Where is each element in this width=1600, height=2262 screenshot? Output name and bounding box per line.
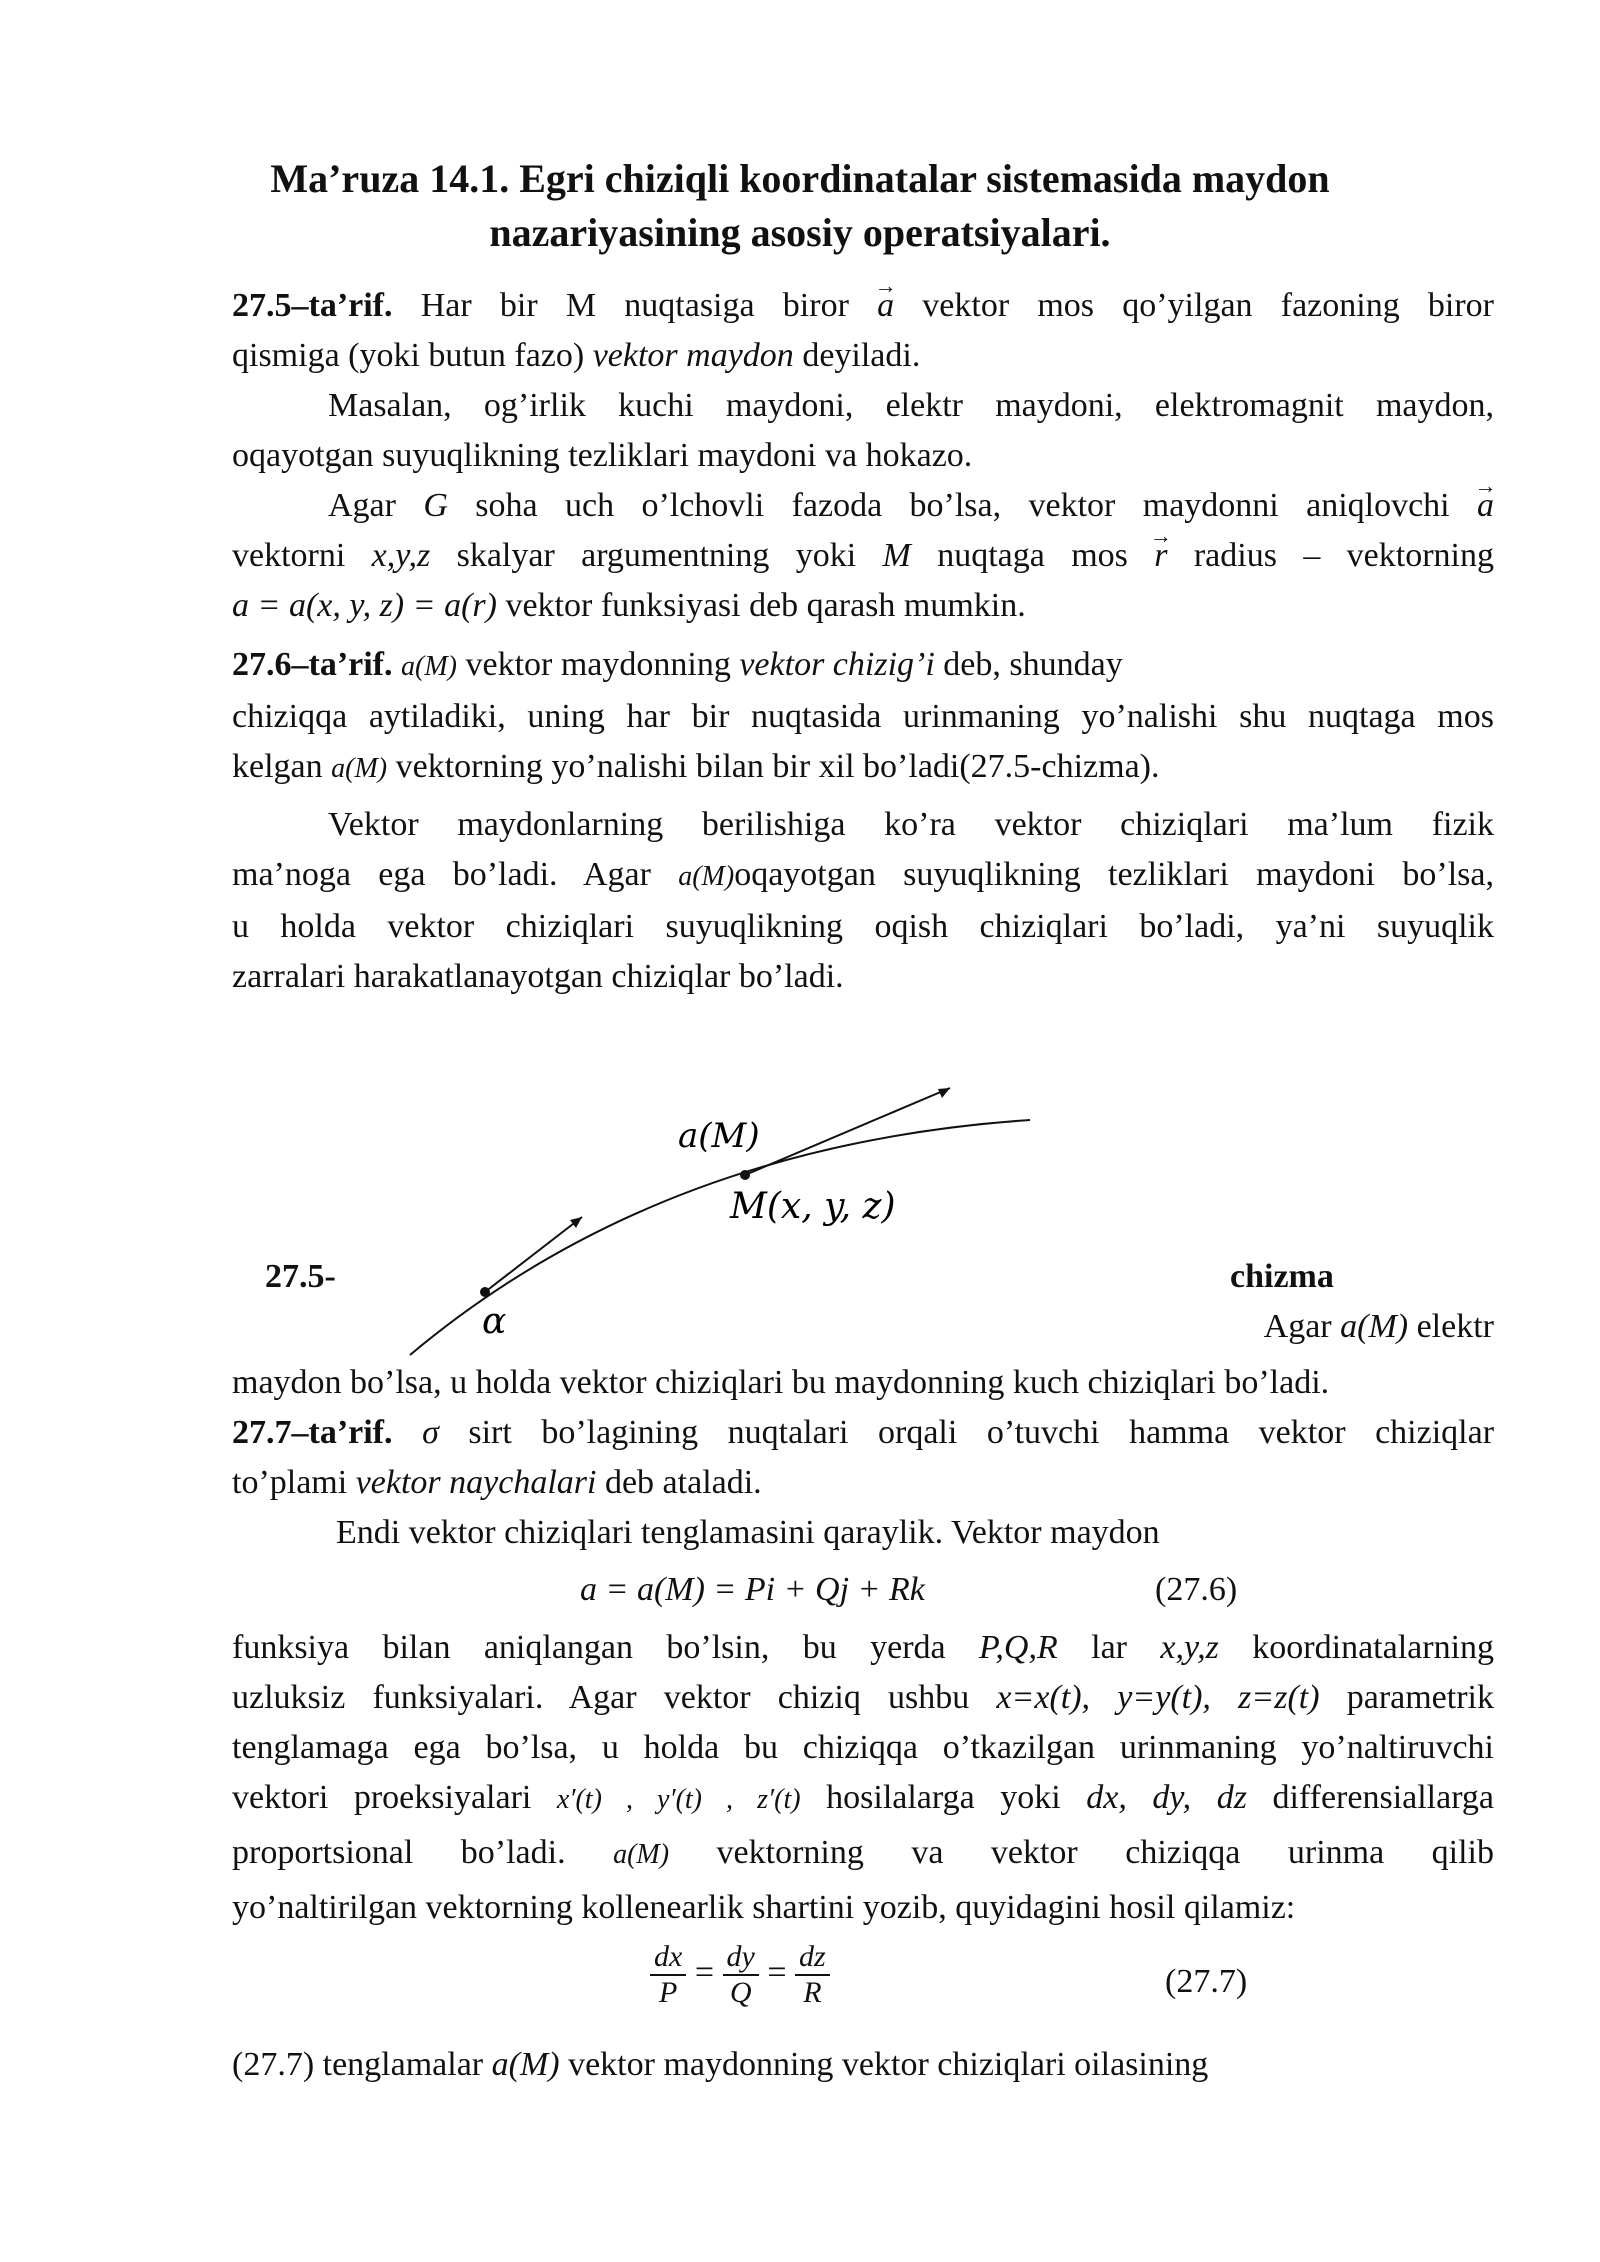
label-a-of-m: a(M) (678, 1116, 760, 1156)
fraction-dy-q: $\frac{dy}{Q}$ (723, 1940, 759, 2010)
definition-label: 27.7–ta’rif. (232, 1414, 393, 1451)
lecture-title (200, 152, 1400, 260)
figure-vector-line (400, 1085, 1100, 1365)
term-vector-field: vektor maydon (592, 337, 794, 374)
point-alpha (480, 1287, 490, 1297)
term-vector-line: vektor chizig’i (739, 646, 935, 683)
definition-27-5: 27.5–ta’rif. Har bir M nuqtasiga biror → a vektor mos qo’yilgan fazoning biror qismiga (yoki butun fazo) vektor maydon deyiladi. (232, 281, 1494, 381)
paragraph-function: funksiya bilan aniqlangan bo’lsin, bu yerda P,Q,R lar x,y,z koordinatalarning uzluksiz funksiyalari. Agar vektor chiziq ushbu x=x(t), y=y(t), z=z(t) parametrik tenglamaga ega bo’lsa, u holda bu chiziqqa o’tkazilgan urinmaning yo’naltiruvchi vektori proeksiyalari x′(t) , y′(t) , z′(t) hosilalarga yoki dx, dy, dz differensiallarga proportsional bo’ladi. a(M) vektorning va vektor chiziqqa urinma qilib yo’naltirilgan vektorning kollenearlik shartini yozib, quyidagini hosil qilamiz: (232, 1629, 1495, 1926)
arrowhead-m (938, 1088, 950, 1098)
label-alpha: α (482, 1301, 507, 1342)
equation-number-27-7: (27.7) (1165, 1963, 1248, 2000)
definition-27-7: 27.7–ta’rif. σ sirt bo’lagining nuqtalari orqali o’tuvchi hamma vektor chiziqlar to’plami vektor naychalari deb ataladi. (232, 1414, 1495, 1501)
label-m-xyz: M(x, y, z) (730, 1186, 896, 1227)
arrowhead-alpha (570, 1217, 582, 1228)
point-m (740, 1170, 750, 1180)
paragraph-now: Endi vektor chiziqlari tenglamasini qaraylik. Vektor maydon (336, 1514, 1160, 1551)
vector-a-symbol: → a (877, 281, 894, 331)
vector-r-symbol: → r (1154, 531, 1167, 581)
title-line-1: Ma’ruza 14.1. Egri chiziqli koordinatalar sistemasida maydon (270, 156, 1330, 201)
equation-number-27-6: (27.6) (1155, 1571, 1238, 1608)
paragraph-last: (27.7) tenglamalar a(M) vektor maydonning vektor chiziqlari oilasining (232, 2046, 1209, 2083)
fraction-dz-r: $\frac{dz}{R}$ (795, 1940, 830, 2010)
paragraph-examples: Masalan, og’irlik kuchi maydoni, elektr maydoni, elektromagnit maydon, oqayotgan suyuqlikning tezliklari maydoni va hokazo. (232, 387, 1494, 474)
sigma-symbol: σ (422, 1414, 439, 1451)
title-line-2: nazariyasining asosiy operatsiyalari. (489, 210, 1111, 255)
term-vector-tubes: vektor naychalari (355, 1464, 597, 1501)
figure-caption-number: 27.5- (265, 1258, 336, 1295)
paragraph-domain-g: Agar G soha uch o’lchovli fazoda bo’lsa, vektor maydonni aniqlovchi → a vektorni x,y,z skalyar argumentning yoki M nuqtaga mos → r radius – vektorning a = a(x, y, z) = a(r) vektor funksiyasi deb qarash mumkin. (232, 481, 1494, 631)
paragraph-electric: maydon bo’lsa, u holda vektor chiziqlari bu maydonning kuch chiziqlari bo’ladi. (232, 1364, 1330, 1401)
figure-caption-word: chizma (1230, 1258, 1334, 1295)
definition-27-6: 27.6–ta’rif. a(M) vektor maydonning vektor chizig’i deb, shunday chiziqqa aytiladiki, uning har bir nuqtasida urinmaning yo’nalishi shu nuqtaga mos kelgan a(M) vektorning yo’nalishi bilan bir xil bo’ladi(27.5-chizma). (232, 646, 1494, 785)
paragraph-electric-start: Agar a(M) elektr (1263, 1308, 1494, 1345)
definition-label: 27.5–ta’rif. (232, 287, 393, 324)
vector-a-symbol: → a (1477, 481, 1494, 531)
definition-label: 27.6–ta’rif. (232, 646, 393, 683)
tangent-vector-alpha (485, 1217, 582, 1292)
fraction-dx-p: $\frac{dx}{P}$ (650, 1940, 686, 2010)
vector-function-expression: a = a(x, y, z) = a(r) (232, 587, 497, 624)
equation-27-6: a = a(M) = Pi + Qj + Rk (580, 1571, 925, 1608)
paragraph-physical-meaning: Vektor maydonlarning berilishiga ko’ra vektor chiziqlari ma’lum fizik ma’noga ega bo’ladi. Agar a(M)oqayotgan suyuqlikning tezliklari maydoni bo’lsa, u holda vektor chiziqlari suyuqlikning oqish chiziqlari bo’ladi, ya’ni suyuqlik zarralari harakatlanayotgan chiziqlar bo’ladi. (232, 806, 1494, 995)
equation-27-7: $\frac{dx}{P}$ = $\frac{dy}{Q}$ = $\frac{dz}{R}$ (650, 1940, 830, 2010)
